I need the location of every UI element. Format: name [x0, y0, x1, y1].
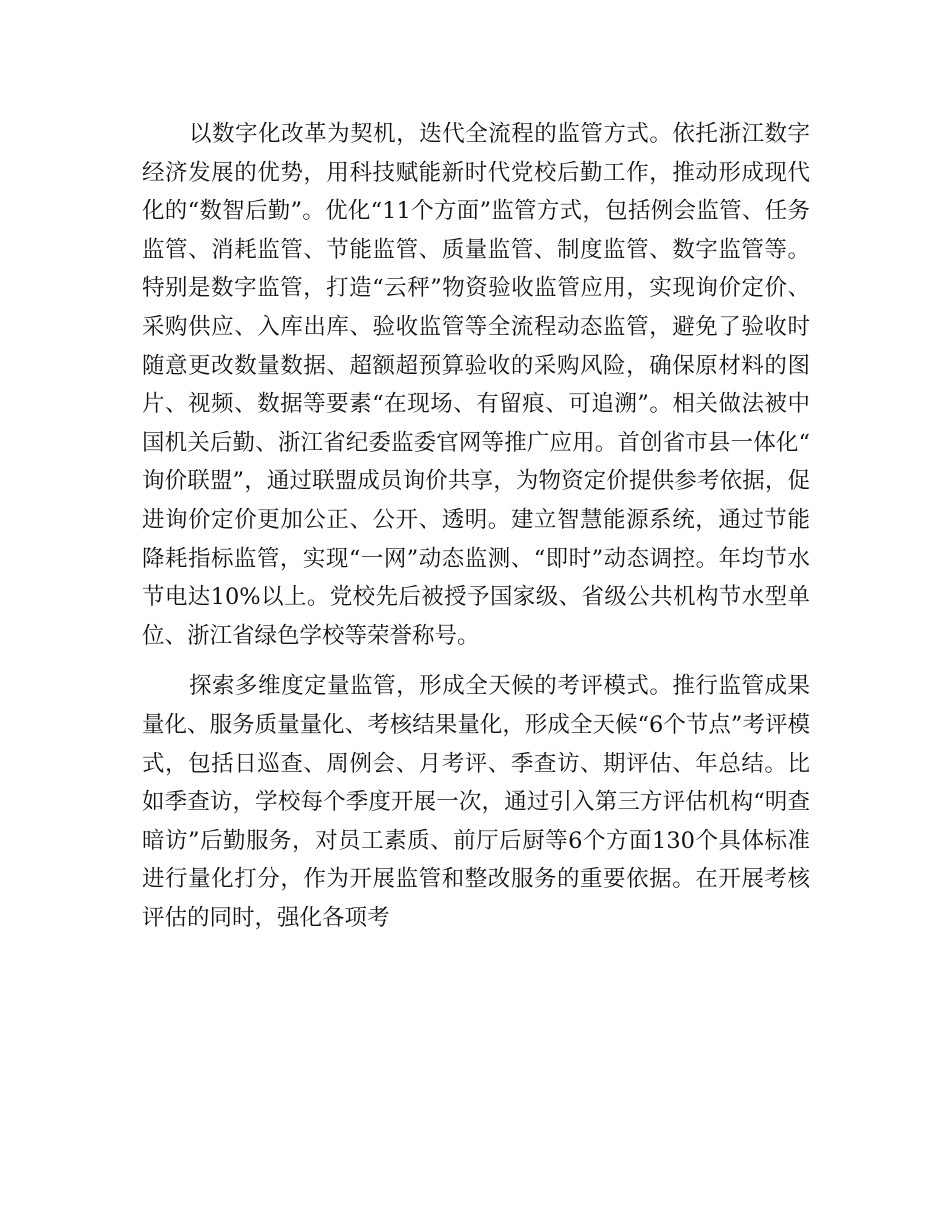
- document-body: [142, 115, 810, 937]
- paragraph-quantitative-evaluation: 探索多维度定量监管，形成全天候的考评模式。推行监管成果量化、服务质量量化、考核结果量化，形成全天候“6个节点”考评模式，包括日巡查、周例会、月考评、季查访、期评估、年总结。比如季查访，学校每个季度开展一次，通过引入第三方评估机构“明查暗访”后勤服务，对员工素质、前厅后厨等6个方面130个具体标准进行量化打分，作为开展监管和整改服务的重要依据。在开展考核评估的同时，强化各项考: [142, 673, 810, 931]
- paragraph-digital-supervision: 以数字化改革为契机，迭代全流程的监管方式。依托浙江数字经济发展的优势，用科技赋能新时代党校后勤工作，推动形成现代化的“数智后勤”。优化“11个方面”监管方式，包括例会监管、任务监管、消耗监管、节能监管、质量监管、制度监管、数字监管等。特别是数字监管，打造“云秤”物资验收监管应用，实现询价定价、采购供应、入库出库、验收监管等全流程动态监管，避免了验收时随意更改数量数据、超额超预算验收的采购风险，确保原材料的图片、视频、数据等要素“在现场、有留痕、可追溯”。相关做法被中国机关后勤、浙江省纪委监委官网等推广应用。首创省市县一体化“询价联盟”，通过联盟成员询价共享，为物资定价提供参考依据，促进询价定价更加公正、公开、透明。建立智慧能源系统，通过节能降耗指标监管，实现“一网”动态监测、“即时”动态调控。年均节水节电达10%以上。党校先后被授予国家级、省级公共机构节水型单位、浙江省绿色学校等荣誉称号。: [142, 121, 810, 649]
